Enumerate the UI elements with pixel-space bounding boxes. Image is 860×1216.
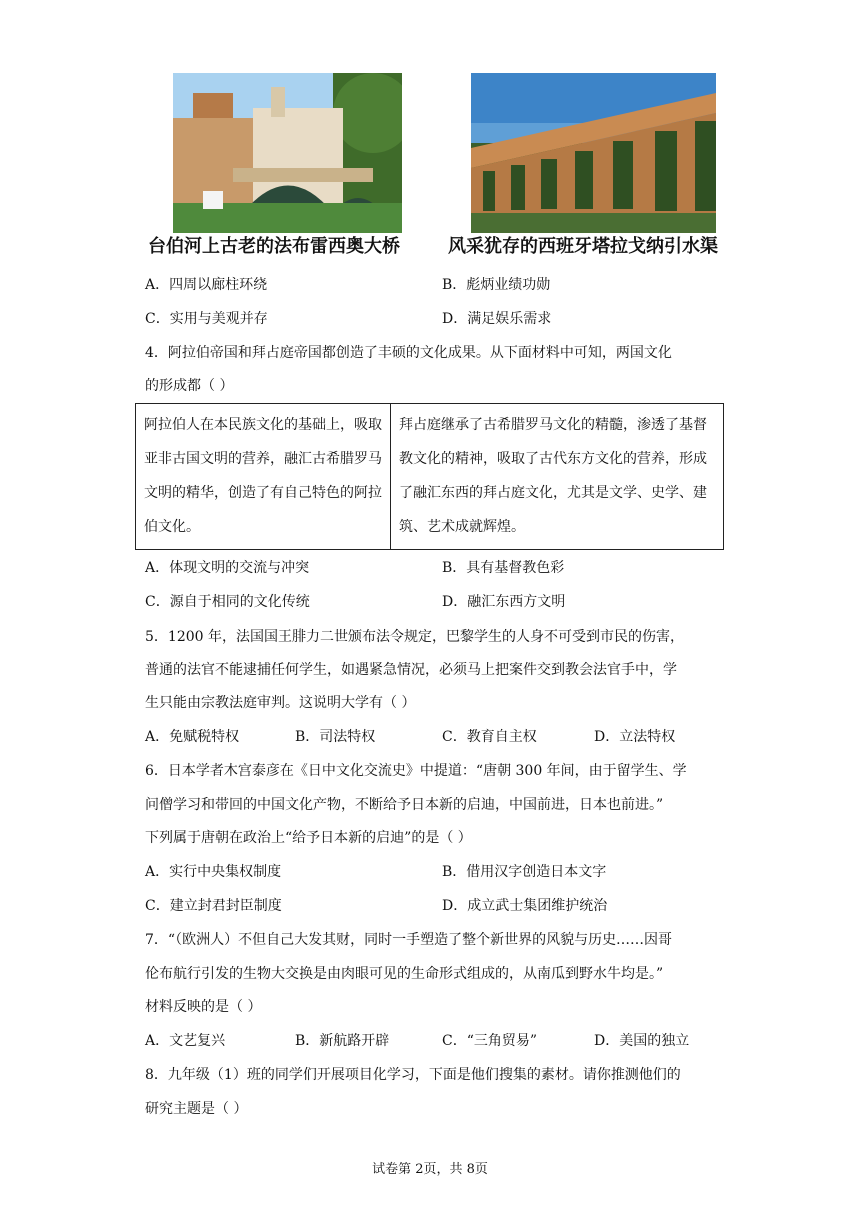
q6-option-d: D．成立武士集团维护统治 xyxy=(442,898,608,914)
q6-line-1: 6．日本学者木宫泰彦在《日中文化交流史》中提道：“唐朝 300 年间，由于留学生、学 xyxy=(145,763,687,779)
q5-option-c: C．教育自主权 xyxy=(442,729,537,745)
q7-option-d: D．美国的独立 xyxy=(594,1033,690,1049)
q5-option-d: D．立法特权 xyxy=(594,729,676,745)
q5-line-1: 5．1200 年，法国国王腓力二世颁布法令规定，巴黎学生的人身不可受到市民的伤害， xyxy=(145,629,684,645)
q4-option-a: A．体现文明的交流与冲突 xyxy=(145,560,310,576)
q7-option-a: A．文艺复兴 xyxy=(145,1033,226,1049)
q8-line-2: 研究主题是（ ） xyxy=(145,1101,248,1117)
q6-line-3: 下列属于唐朝在政治上“给予日本新的启迪”的是（ ） xyxy=(145,830,472,846)
material-arab-culture: 阿拉伯人在本民族文化的基础上，吸取亚非古国文明的营养，融汇古希腊罗马文明的精华，创造了有自己特色的阿拉伯文化。 xyxy=(136,404,391,549)
q4-stem-line-1: 4．阿拉伯帝国和拜占庭帝国都创造了丰硕的文化成果。从下面材料中可知，两国文化 xyxy=(145,345,672,361)
page-footer: 试卷第 2页，共 8页 xyxy=(372,1162,488,1177)
q6-option-b: B．借用汉字创造日本文字 xyxy=(442,864,607,880)
q5-line-3: 生只能由宗教法庭审判。这说明大学有（ ） xyxy=(145,695,416,711)
q3-option-b: B．彪炳业绩功勋 xyxy=(442,277,551,293)
q4-stem-line-2: 的形成都（ ） xyxy=(145,378,234,394)
q5-line-2: 普通的法官不能逮捕任何学生，如遇紧急情况，必须马上把案件交到教会法官手中，学 xyxy=(145,662,677,678)
q3-option-c: C．实用与美观并存 xyxy=(145,311,268,327)
q7-option-c: C．“三角贸易” xyxy=(442,1033,538,1049)
q4-option-b: B．具有基督教色彩 xyxy=(442,560,565,576)
q7-line-2: 伦布航行引发的生物大交换是由肉眼可见的生命形式组成的，从南瓜到野水牛均是。” xyxy=(145,966,664,982)
q5-option-b: B．司法特权 xyxy=(295,729,376,745)
q6-option-a: A．实行中央集权制度 xyxy=(145,864,282,880)
q8-line-1: 8．九年级（1）班的同学们开展项目化学习，下面是他们搜集的素材。请你推测他们的 xyxy=(145,1067,681,1083)
q7-option-b: B．新航路开辟 xyxy=(295,1033,390,1049)
tarragona-aqueduct-photo xyxy=(471,73,716,233)
q6-line-2: 问僧学习和带回的中国文化产物，不断给予日本新的启迪，中国前进，日本也前进。” xyxy=(145,797,664,813)
left-photo-caption: 台伯河上古老的法布雷西奥大桥 xyxy=(148,236,400,257)
q4-material-table xyxy=(135,403,724,550)
q6-option-c: C．建立封君封臣制度 xyxy=(145,898,282,914)
q5-option-a: A．免赋税特权 xyxy=(145,729,240,745)
q3-option-d: D．满足娱乐需求 xyxy=(442,311,552,327)
q4-option-d: D．融汇东西方文明 xyxy=(442,594,566,610)
q4-option-c: C．源自于相同的文化传统 xyxy=(145,594,310,610)
q7-line-1: 7．“（欧洲人）不但自己大发其财，同时一手塑造了整个新世界的风貌与历史……因哥 xyxy=(145,932,673,948)
q3-option-a: A．四周以廊柱环绕 xyxy=(145,277,268,293)
q7-line-3: 材料反映的是（ ） xyxy=(145,999,262,1015)
fabricio-bridge-photo xyxy=(173,73,402,233)
material-byzantine-culture: 拜占庭继承了古希腊罗马文化的精髓，渗透了基督教文化的精神，吸取了古代东方文化的营养，形成了融汇东西的拜占庭文化，尤其是文学、史学、建筑、艺术成就辉煌。 xyxy=(399,417,707,535)
right-photo-caption: 风采犹存的西班牙塔拉戈纳引水渠 xyxy=(448,236,718,257)
